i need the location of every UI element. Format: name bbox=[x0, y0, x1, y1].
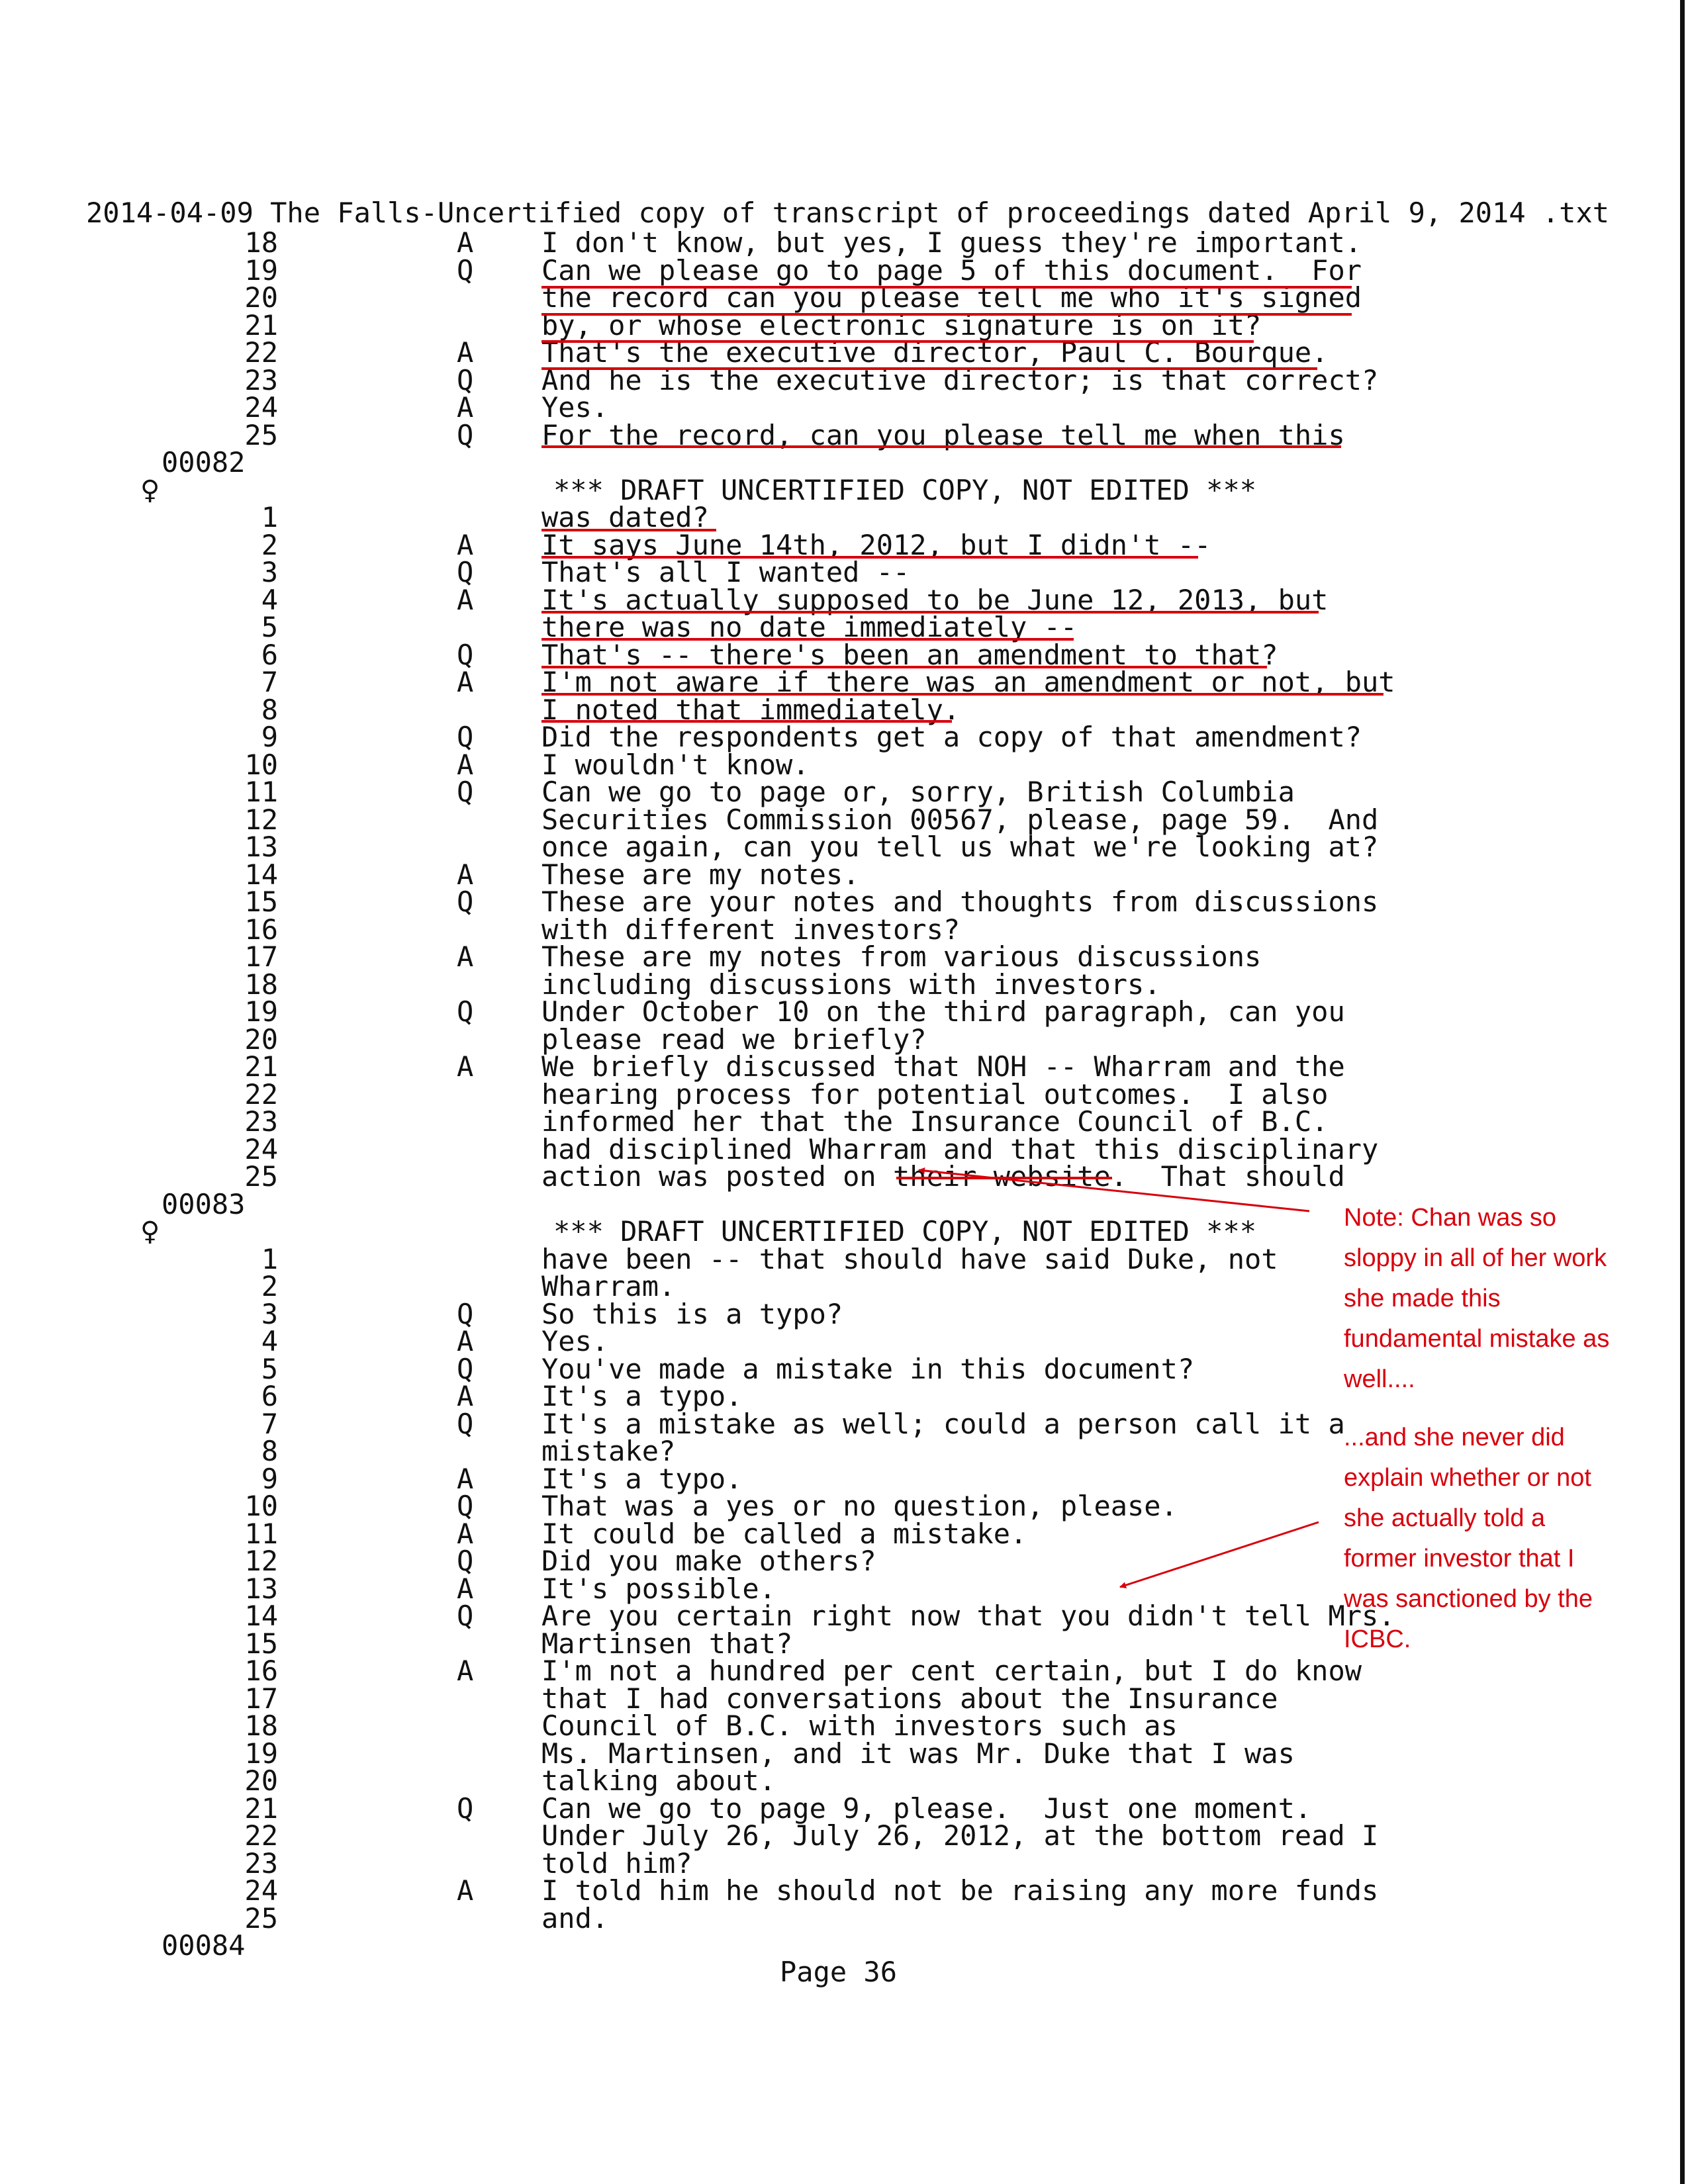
arrow-to-martinsen bbox=[1120, 1522, 1319, 1587]
draft-banner: *** DRAFT UNCERTIFIED COPY, NOT EDITED *** bbox=[553, 473, 1257, 506]
speaker-label bbox=[457, 1712, 477, 1740]
speaker-label: Q bbox=[457, 1792, 474, 1825]
line-number: 18 bbox=[244, 968, 278, 1001]
speaker-label bbox=[457, 614, 477, 641]
speaker-label: A bbox=[457, 1325, 474, 1357]
line-number: 14 bbox=[244, 858, 278, 891]
line-number: 21 bbox=[244, 308, 278, 341]
speaker-label: A bbox=[457, 391, 474, 424]
transcript-line: once again, can you tell us what we're looking at? bbox=[541, 831, 1379, 863]
line-number: 3 bbox=[261, 556, 278, 588]
note-line: Note: Chan was so bbox=[1344, 1204, 1557, 1232]
speaker-label bbox=[457, 1437, 477, 1465]
line-number: 7 bbox=[261, 1407, 278, 1440]
line-number: 10 bbox=[244, 748, 278, 781]
speaker-label bbox=[457, 1740, 477, 1768]
line-number: 6 bbox=[261, 1380, 278, 1412]
speaker-label: A bbox=[457, 858, 474, 891]
speaker-label: A bbox=[457, 1655, 474, 1687]
note-line: sloppy in all of her work bbox=[1344, 1244, 1607, 1272]
page-break-symbol: ♀ bbox=[140, 1216, 160, 1247]
line-number: 1 bbox=[261, 1242, 278, 1275]
transcript-line: there was no date immediately -- bbox=[541, 611, 1078, 643]
speaker-label: A bbox=[457, 1380, 474, 1412]
line-number: 15 bbox=[244, 1627, 278, 1660]
speaker-label bbox=[457, 971, 477, 999]
speaker-label bbox=[457, 1108, 477, 1136]
transcript-line: Ms. Martinsen, and it was Mr. Duke that I was bbox=[541, 1737, 1295, 1770]
line-number: 25 bbox=[244, 418, 278, 451]
speaker-label: A bbox=[457, 226, 474, 259]
transcript-line: That's all I wanted -- bbox=[541, 556, 910, 588]
speaker-label: Q bbox=[457, 253, 474, 287]
transcript-line: That's -- there's been an amendment to that? bbox=[541, 638, 1278, 671]
line-number: 23 bbox=[244, 363, 278, 396]
note-line: explain whether or not bbox=[1344, 1464, 1591, 1492]
transcript-line: including discussions with investors. bbox=[541, 968, 1161, 1001]
line-number: 24 bbox=[244, 1874, 278, 1907]
transcript-line: the record can you please tell me who it's signed bbox=[541, 281, 1362, 314]
annotation-note-sanction bbox=[1344, 1418, 1635, 1660]
annotation-note-typo bbox=[1344, 1198, 1635, 1400]
line-number: 21 bbox=[244, 1050, 278, 1083]
speaker-label: Q bbox=[457, 776, 474, 808]
line-number: 9 bbox=[261, 1462, 278, 1495]
page-marker: 00083 bbox=[162, 1187, 246, 1220]
speaker-label: Q bbox=[457, 886, 474, 918]
transcript-line: have been -- that should have said Duke, not bbox=[541, 1242, 1278, 1275]
line-number: 7 bbox=[261, 666, 278, 698]
speaker-label: Q bbox=[457, 556, 474, 588]
line-number: 19 bbox=[244, 1737, 278, 1770]
line-number: 16 bbox=[244, 913, 278, 946]
transcript-line: These are my notes from various discussions bbox=[541, 940, 1262, 973]
speaker-label: A bbox=[457, 1572, 474, 1605]
transcript-line: Yes. bbox=[541, 391, 609, 424]
page-number-footer: Page 36 bbox=[780, 1956, 898, 1988]
line-number: 25 bbox=[244, 1901, 278, 1934]
transcript-line: It says June 14th, 2012, but I didn't -- bbox=[541, 528, 1211, 561]
speaker-label: Q bbox=[457, 1352, 474, 1385]
transcript-line: That's the executive director, Paul C. Bourque. bbox=[541, 336, 1329, 369]
transcript-line: It's actually supposed to be June 12, 2013, but bbox=[541, 583, 1329, 616]
transcript-line: Did the respondents get a copy of that amendment? bbox=[541, 721, 1362, 753]
speaker-label bbox=[457, 504, 477, 531]
transcript-line: Securities Commission 00567, please, page 59. And bbox=[541, 803, 1379, 836]
transcript-line: That was a yes or no question, please. bbox=[541, 1490, 1178, 1522]
line-number: 3 bbox=[261, 1297, 278, 1330]
speaker-label bbox=[457, 1026, 477, 1054]
speaker-label bbox=[457, 1081, 477, 1109]
speaker-label bbox=[457, 1822, 477, 1850]
speaker-label bbox=[457, 806, 477, 834]
line-number: 22 bbox=[244, 1077, 278, 1111]
speaker-label: A bbox=[457, 528, 474, 561]
transcript-line: Martinsen that? bbox=[541, 1627, 793, 1660]
speaker-label bbox=[457, 1273, 477, 1300]
transcript-line: had disciplined Wharram and that this disciplinary bbox=[541, 1132, 1379, 1165]
transcript-line: with different investors? bbox=[541, 913, 961, 946]
speaker-label: A bbox=[457, 583, 474, 616]
note-line: fundamental mistake as bbox=[1344, 1325, 1610, 1353]
line-number: 17 bbox=[244, 1682, 278, 1715]
transcript-line: It's a typo. bbox=[541, 1462, 743, 1495]
note-line: she actually told a bbox=[1344, 1504, 1546, 1532]
line-number: 2 bbox=[261, 528, 278, 561]
line-number: 20 bbox=[244, 1764, 278, 1797]
speaker-label bbox=[457, 696, 477, 724]
line-number: 24 bbox=[244, 391, 278, 424]
line-number: 16 bbox=[244, 1655, 278, 1687]
transcript-line: Wharram. bbox=[541, 1270, 676, 1302]
page-edge-line bbox=[1680, 0, 1685, 2184]
note-line: she made this bbox=[1344, 1285, 1501, 1312]
speaker-label: A bbox=[457, 1874, 474, 1907]
line-number: 20 bbox=[244, 1023, 278, 1056]
speaker-label: Q bbox=[457, 1490, 474, 1522]
page-break-symbol: ♀ bbox=[140, 475, 160, 506]
transcript-line: mistake? bbox=[541, 1435, 676, 1467]
transcript-line: Under October 10 on the third paragraph, can you bbox=[541, 995, 1345, 1028]
transcript-line: For the record, can you please tell me when this bbox=[541, 418, 1345, 451]
speaker-label: A bbox=[457, 1050, 474, 1083]
speaker-label bbox=[457, 1136, 477, 1163]
page-marker: 00082 bbox=[162, 446, 246, 478]
transcript-line: and. bbox=[541, 1901, 609, 1934]
speaker-label: Q bbox=[457, 638, 474, 671]
transcript-line: It could be called a mistake. bbox=[541, 1517, 1027, 1550]
transcript-line: please read we briefly? bbox=[541, 1023, 927, 1056]
speaker-label: Q bbox=[457, 1407, 474, 1440]
transcript-line: It's possible. bbox=[541, 1572, 776, 1605]
speaker-label bbox=[457, 1163, 477, 1191]
line-number: 4 bbox=[261, 1325, 278, 1357]
speaker-label: A bbox=[457, 666, 474, 698]
line-number: 25 bbox=[244, 1160, 278, 1193]
transcript-line: told him? bbox=[541, 1846, 692, 1880]
line-number: 6 bbox=[261, 638, 278, 671]
speaker-label bbox=[457, 1905, 477, 1933]
transcript-line: So this is a typo? bbox=[541, 1297, 843, 1330]
line-number: 8 bbox=[261, 1435, 278, 1467]
speaker-label bbox=[457, 1850, 477, 1878]
speaker-label: A bbox=[457, 1462, 474, 1495]
transcript-line: I'm not a hundred per cent certain, but I do know bbox=[541, 1655, 1362, 1687]
line-number: 15 bbox=[244, 886, 278, 918]
transcript-line: These are my notes. bbox=[541, 858, 860, 891]
transcript-line: that I had conversations about the Insurance bbox=[541, 1682, 1278, 1715]
speaker-label: A bbox=[457, 1517, 474, 1550]
speaker-label: Q bbox=[457, 721, 474, 753]
line-number: 10 bbox=[244, 1490, 278, 1522]
note-line: was sanctioned by the bbox=[1344, 1585, 1593, 1613]
speaker-label: Q bbox=[457, 995, 474, 1028]
line-number: 12 bbox=[244, 1545, 278, 1577]
line-number: 9 bbox=[261, 721, 278, 753]
document-title: 2014-04-09 The Falls-Uncertified copy of transcript of proceedings dated April 9, 2014 .txt bbox=[86, 197, 1610, 229]
line-number: 17 bbox=[244, 940, 278, 973]
note-line: well.... bbox=[1344, 1365, 1415, 1393]
speaker-label bbox=[457, 1246, 477, 1273]
line-number: 22 bbox=[244, 336, 278, 369]
speaker-label bbox=[457, 1630, 477, 1658]
page-marker: 00084 bbox=[162, 1929, 246, 1962]
line-number: 12 bbox=[244, 803, 278, 836]
line-number: 13 bbox=[244, 831, 278, 863]
speaker-label: Q bbox=[457, 418, 474, 451]
speaker-label: A bbox=[457, 336, 474, 369]
transcript-line: by, or whose electronic signature is on it? bbox=[541, 308, 1262, 341]
speaker-label: Q bbox=[457, 1545, 474, 1577]
transcript-line: Did you make others? bbox=[541, 1545, 876, 1577]
line-number: 23 bbox=[244, 1846, 278, 1880]
line-number: 19 bbox=[244, 253, 278, 287]
transcript-line: I don't know, but yes, I guess they're important. bbox=[541, 226, 1362, 259]
line-number: 20 bbox=[244, 281, 278, 314]
transcript-line: I told him he should not be raising any more funds bbox=[541, 1874, 1379, 1907]
line-number: 11 bbox=[244, 1517, 278, 1550]
transcript-line: talking about. bbox=[541, 1764, 776, 1797]
note-line: former investor that I bbox=[1344, 1545, 1575, 1572]
transcript-line: It's a typo. bbox=[541, 1380, 743, 1412]
line-number: 22 bbox=[244, 1819, 278, 1852]
line-number: 2 bbox=[261, 1270, 278, 1302]
transcript-line: You've made a mistake in this document? bbox=[541, 1352, 1195, 1385]
transcript-line: Can we go to page or, sorry, British Columbia bbox=[541, 776, 1295, 808]
note-line: ...and she never did bbox=[1344, 1424, 1565, 1451]
line-number: 8 bbox=[261, 693, 278, 726]
transcript-line: hearing process for potential outcomes. I also bbox=[541, 1077, 1329, 1111]
transcript-line: Council of B.C. with investors such as bbox=[541, 1709, 1178, 1742]
speaker-label bbox=[457, 1685, 477, 1713]
line-number: 1 bbox=[261, 501, 278, 533]
speaker-label bbox=[457, 833, 477, 861]
line-number: 4 bbox=[261, 583, 278, 616]
speaker-label bbox=[457, 1767, 477, 1795]
transcript-line: I noted that immediately. bbox=[541, 693, 961, 726]
draft-banner: *** DRAFT UNCERTIFIED COPY, NOT EDITED *** bbox=[553, 1215, 1257, 1248]
line-number: 24 bbox=[244, 1132, 278, 1165]
speaker-label bbox=[457, 284, 477, 312]
line-number: 18 bbox=[244, 226, 278, 259]
transcript-line: Under July 26, July 26, 2012, at the bottom read I bbox=[541, 1819, 1379, 1852]
line-number: 19 bbox=[244, 995, 278, 1028]
line-number: 5 bbox=[261, 611, 278, 643]
transcript-line: These are your notes and thoughts from discussions bbox=[541, 886, 1379, 918]
speaker-label bbox=[457, 312, 477, 340]
transcript-line: I'm not aware if there was an amendment or not, but bbox=[541, 666, 1395, 698]
line-number: 13 bbox=[244, 1572, 278, 1605]
speaker-label: Q bbox=[457, 1297, 474, 1330]
line-number: 14 bbox=[244, 1600, 278, 1632]
line-number: 23 bbox=[244, 1105, 278, 1138]
line-number: 5 bbox=[261, 1352, 278, 1385]
transcript-line: It's a mistake as well; could a person call it a bbox=[541, 1407, 1345, 1440]
speaker-label bbox=[457, 916, 477, 944]
speaker-label: A bbox=[457, 748, 474, 781]
transcript-line: Can we go to page 9, please. Just one moment. bbox=[541, 1792, 1312, 1825]
note-line: ICBC. bbox=[1344, 1625, 1411, 1653]
transcript-line: And he is the executive director; is that correct? bbox=[541, 363, 1379, 396]
transcript-line: Can we please go to page 5 of this document. For bbox=[541, 253, 1362, 287]
transcript-line: Are you certain right now that you didn't tell Mrs. bbox=[541, 1600, 1395, 1632]
transcript-line: informed her that the Insurance Council of B.C. bbox=[541, 1105, 1329, 1138]
transcript-line: I wouldn't know. bbox=[541, 748, 810, 781]
speaker-label: A bbox=[457, 940, 474, 973]
line-number: 18 bbox=[244, 1709, 278, 1742]
speaker-label: Q bbox=[457, 363, 474, 396]
line-number: 21 bbox=[244, 1792, 278, 1825]
transcript-line: We briefly discussed that NOH -- Wharram and the bbox=[541, 1050, 1345, 1083]
transcript-line: Yes. bbox=[541, 1325, 609, 1357]
transcript-line: action was posted on their website. That should bbox=[541, 1160, 1345, 1193]
speaker-label: Q bbox=[457, 1600, 474, 1632]
transcript-line: was dated? bbox=[541, 501, 709, 533]
line-number: 11 bbox=[244, 776, 278, 808]
